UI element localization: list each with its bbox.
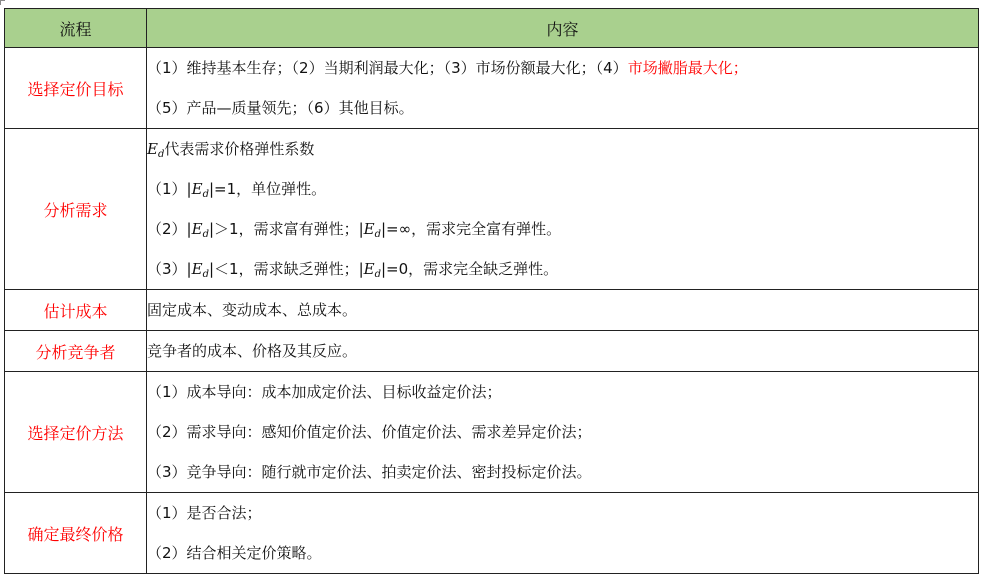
content-line: （5）产品—质量领先；（6）其他目标。	[147, 99, 414, 117]
content-cell	[147, 372, 979, 493]
table-row	[5, 493, 979, 574]
table-row	[5, 290, 979, 331]
step-cell: 选择定价目标	[5, 48, 147, 129]
elasticity-symbol: $E_d$	[191, 220, 209, 240]
content-line: （2）需求导向：感知价值定价法、价值定价法、需求差异定价法；	[147, 423, 592, 441]
step-cell: 分析需求	[5, 129, 147, 290]
content-cell	[147, 493, 979, 574]
elasticity-symbol: $E_d$	[191, 180, 209, 200]
table-row	[5, 372, 979, 493]
content-line: 竞争者的成本、价格及其反应。	[147, 342, 358, 360]
header-row	[5, 9, 979, 48]
elasticity-symbol: $E_d$	[363, 260, 381, 280]
content-text: |＞1，需求富有弹性；|	[208, 220, 364, 238]
step-cell: 选择定价方法	[5, 372, 147, 493]
content-line	[147, 249, 978, 289]
header-process: 流程	[5, 9, 147, 48]
step-cell: 估计成本	[5, 290, 147, 331]
content-line	[147, 209, 978, 249]
content-text: （3）|	[147, 260, 192, 278]
content-line: 固定成本、变动成本、总成本。	[147, 301, 358, 319]
corner-mark	[0, 0, 5, 5]
content-line: （2）结合相关定价策略。	[147, 544, 322, 562]
content-text: |=∞，需求完全富有弹性。	[380, 220, 562, 238]
header-content: 内容	[147, 9, 979, 48]
content-text: 代表需求价格弹性系数	[164, 140, 315, 158]
content-line: （1）是否合法；	[147, 504, 262, 522]
content-line	[147, 48, 978, 88]
content-text: |＜1，需求缺乏弹性；|	[208, 260, 364, 278]
content-cell	[147, 129, 979, 290]
pricing-process-table	[4, 8, 979, 574]
elasticity-symbol: $E_d$	[363, 220, 381, 240]
step-cell: 分析竞争者	[5, 331, 147, 372]
content-line	[147, 169, 978, 209]
content-text: |=0，需求完全缺乏弹性。	[380, 260, 559, 278]
highlight-text: 市场撇脂最大化；	[627, 59, 748, 77]
elasticity-symbol: $E_d$	[191, 260, 209, 280]
content-cell	[147, 331, 979, 372]
table-row	[5, 331, 979, 372]
content-text: （1）|	[147, 180, 192, 198]
step-cell: 确定最终价格	[5, 493, 147, 574]
content-text: （1）维持基本生存；（2）当期利润最大化；（3）市场份额最大化；（4）	[147, 59, 628, 77]
content-cell	[147, 48, 979, 129]
table-row	[5, 129, 979, 290]
content-cell	[147, 290, 979, 331]
content-text: |=1，单位弹性。	[208, 180, 327, 198]
elasticity-symbol: $E_d$	[147, 140, 165, 160]
content-text: （2）|	[147, 220, 192, 238]
content-line	[147, 129, 978, 169]
content-line: （3）竞争导向：随行就市定价法、拍卖定价法、密封投标定价法。	[147, 463, 592, 481]
table-row	[5, 48, 979, 129]
content-line: （1）成本导向：成本加成定价法、目标收益定价法；	[147, 383, 502, 401]
